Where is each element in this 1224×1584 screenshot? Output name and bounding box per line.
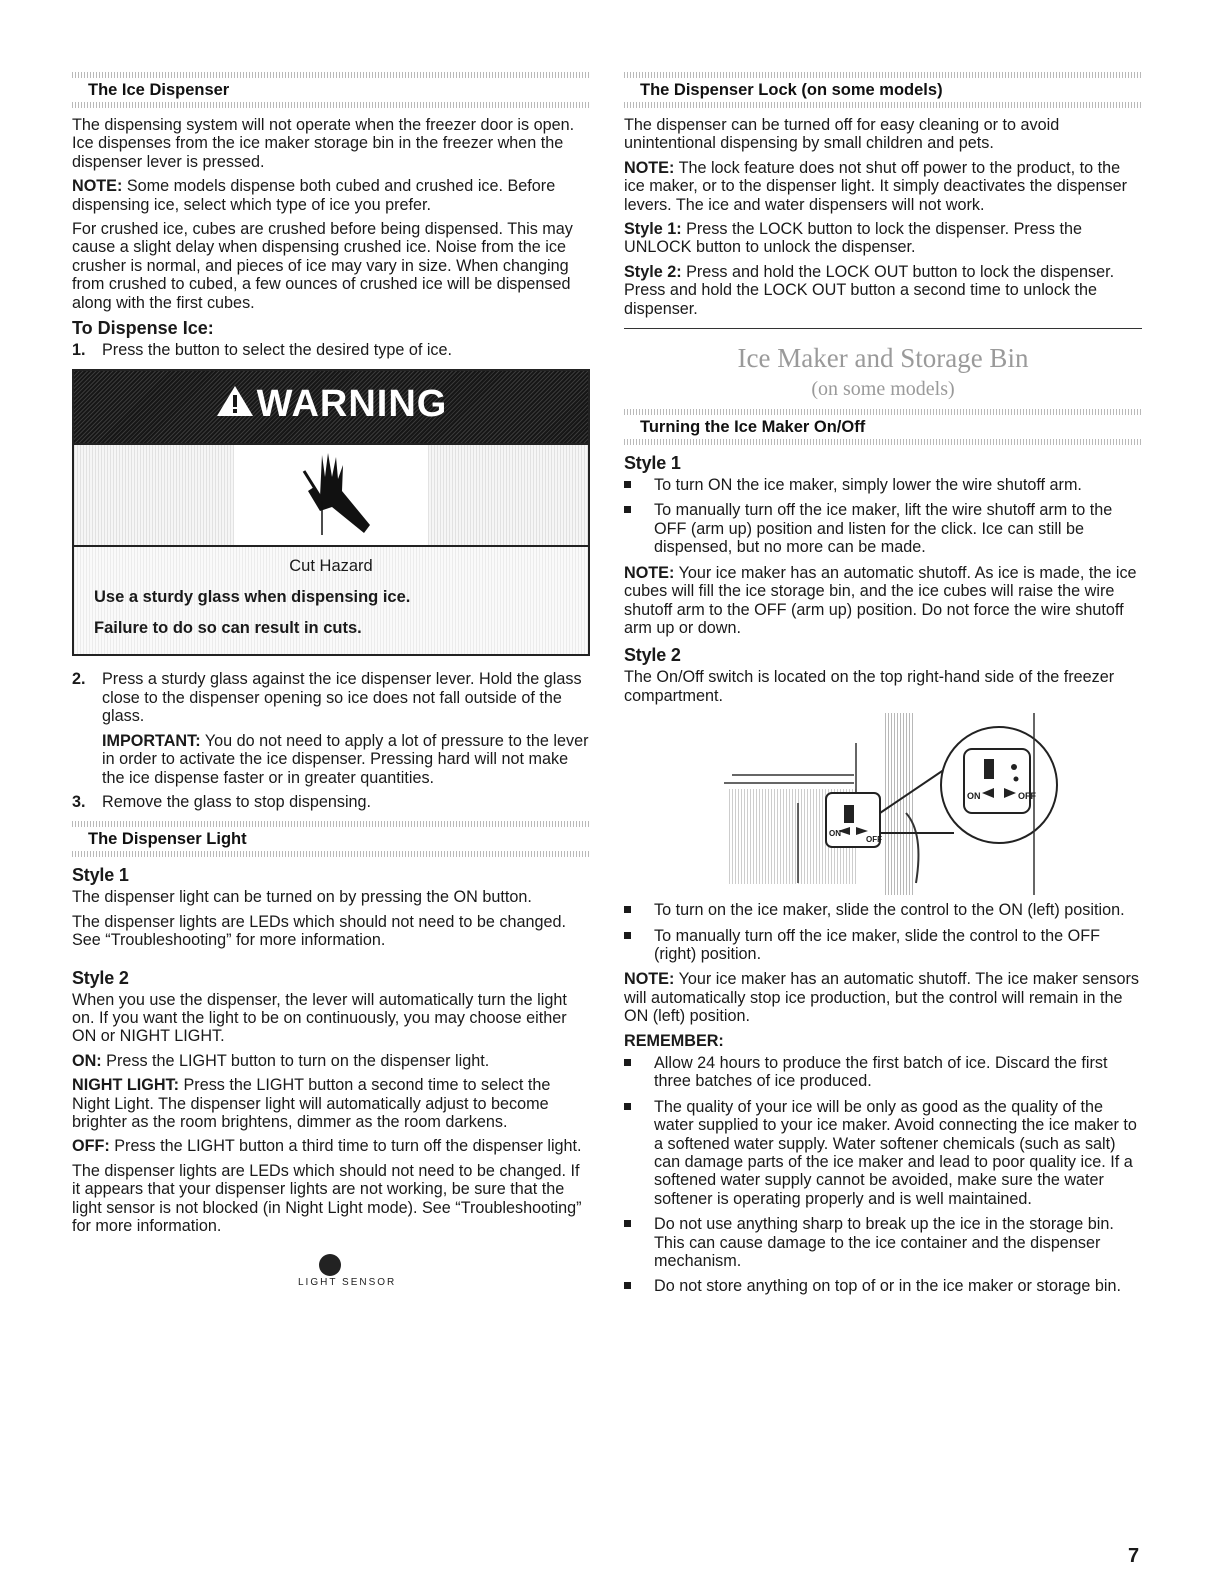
hazard-title: Cut Hazard [289, 557, 373, 576]
left-column [72, 72, 590, 1307]
off-label: OFF: [72, 1137, 110, 1156]
diagram-off-label: OFF [1018, 791, 1036, 802]
list-item-text: The quality of your ice will be only as good as the quality of the water supplied to your ice maker. Avoid connecting the ice maker to a softened water supply. Water softener chemicals (such as salt) can damage parts of the ice maker and lead to poor quality ice. If a softened water supply cannot be avoided, make sure the water softener is operating properly and is well maintained. [654, 1097, 1137, 1208]
list-item [624, 901, 1142, 919]
bullet-square-icon [624, 481, 631, 488]
style2-paragraph [624, 263, 1142, 318]
remember-heading: REMEMBER: [624, 1031, 724, 1050]
night-light-label: NIGHT LIGHT: [72, 1076, 180, 1095]
to-dispense-heading: To Dispense Ice: [72, 318, 214, 339]
dispense-steps-continued [72, 670, 590, 811]
off-text: Press the LIGHT button a third time to turn off the dispenser light. [109, 1137, 582, 1156]
ice-maker-title-block [624, 343, 1142, 401]
style-heading: Style 1 [624, 453, 681, 474]
chapter-subtitle: (on some models) [811, 378, 955, 401]
on-paragraph [72, 1052, 590, 1070]
section-header-ice-dispenser [72, 72, 590, 108]
paragraph: The dispenser can be turned off for easy cleaning or to avoid unintentional dispensing by small children and pets. [624, 116, 1060, 153]
step-number: 2. [72, 670, 86, 689]
step-text: Press the button to select the desired type of ice. [102, 341, 453, 360]
step-number: 3. [72, 792, 86, 811]
paragraph: The dispenser lights are LEDs which should not need to be changed. See “Troubleshooting” for more information. [72, 912, 567, 950]
divider [624, 328, 1142, 329]
bullet-square-icon [624, 1220, 631, 1227]
diagram-on-label-small: ON [829, 829, 841, 839]
list-item [624, 1277, 1142, 1295]
step-text: Remove the glass to stop dispensing. [102, 792, 372, 811]
note-paragraph [624, 970, 1142, 1025]
paragraph: The dispenser lights are LEDs which should not need to be changed. If it appears that your dispenser lights are not working, be sure that the light sensor is not blocked (in Night Light mode). See “Troubleshooting” for more information. [72, 1161, 582, 1235]
warning-box [72, 369, 590, 656]
note-label: NOTE: [624, 970, 675, 989]
bullet-square-icon [624, 1059, 631, 1066]
warning-symbol-panel [234, 445, 428, 545]
list-item-text: Allow 24 hours to produce the first batch of ice. Discard the first three batches of ice produced. [654, 1053, 1108, 1091]
section-header-ice-maker [624, 409, 1142, 445]
list-item [624, 501, 1142, 556]
warning-triangle-icon [215, 384, 255, 418]
style-label: Style 2: [624, 262, 682, 281]
diagram-off-label-small: OFF [866, 835, 882, 845]
note-label: NOTE: [72, 177, 123, 196]
bullet-square-icon [624, 1103, 631, 1110]
bullet-square-icon [624, 932, 631, 939]
warning-line: Failure to do so can result in cuts. [94, 619, 362, 638]
style-heading: Style 1 [72, 865, 129, 886]
dispense-steps [72, 341, 590, 359]
night-light-text: Press the LIGHT button a second time to select the Night Light. The dispenser light will automatically adjust to become brighter as the room brightens, dimmer as the room darkens. [72, 1076, 551, 1131]
warning-header [74, 371, 588, 443]
paragraph: When you use the dispenser, the lever will automatically turn the light on. If you want the light to be on continuously, you may choose either ON or NIGHT LIGHT. [72, 990, 567, 1046]
cut-hazard-icon [292, 451, 372, 541]
night-light-paragraph [72, 1076, 590, 1131]
note-text: The lock feature does not shut off power to the product, to the ice maker, or to the dispenser light. It simply deactivates the dispenser levers. The ice and water dispensers will not work. [624, 158, 1127, 214]
style-text: Press the LOCK button to lock the dispenser. Press the UNLOCK button to unlock the dispenser. [624, 220, 1082, 257]
warning-text-area [74, 547, 588, 654]
off-paragraph [72, 1137, 590, 1155]
step-item [72, 670, 590, 786]
style-heading: Style 2 [624, 645, 681, 666]
light-sensor-figure [72, 1247, 590, 1307]
list-item [624, 927, 1142, 964]
on-label: ON: [72, 1051, 102, 1070]
list-item-text: To manually turn off the ice maker, slide the control to the OFF (right) position. [654, 926, 1100, 963]
bullet-square-icon [624, 1282, 631, 1289]
bullet-square-icon [624, 906, 631, 913]
note-paragraph [72, 177, 590, 214]
list-item [624, 1054, 1142, 1091]
remember-list [624, 1054, 1142, 1296]
freezer-compartment-illustration [624, 713, 1142, 895]
chapter-title: Ice Maker and Storage Bin [737, 343, 1029, 374]
style-label: Style 1: [624, 220, 682, 239]
step-text: Press a sturdy glass against the ice dispenser lever. Hold the glass close to the dispenser opening so ice does not fall outside of the glass. [102, 670, 582, 726]
step-number: 1. [72, 341, 86, 360]
note-paragraph [624, 159, 1142, 214]
note-label: NOTE: [624, 563, 675, 582]
note-label: NOTE: [624, 158, 675, 177]
bullet-list [624, 476, 1142, 557]
important-note [102, 732, 590, 787]
bullet-square-icon [624, 506, 631, 513]
warning-line: Use a sturdy glass when dispensing ice. [94, 588, 411, 607]
style-text: Press and hold the LOCK OUT button to lock the dispenser. Press and hold the LOCK OUT button a second time to unlock the dispenser. [624, 262, 1115, 318]
list-item-text: Do not store anything on top of or in the ice maker or storage bin. [654, 1277, 1122, 1296]
section-header-dispenser-lock [624, 72, 1142, 108]
diagram-on-label: ON [967, 791, 981, 802]
paragraph: For crushed ice, cubes are crushed before being dispensed. This may cause a slight delay when dispensing crushed ice. Noise from the ice crusher is normal, and pieces of ice may vary in size. When changing from crushed to cubed, a few ounces of crushed ice will be dispensed along with the first cubes. [72, 220, 573, 312]
bullet-list [624, 901, 1142, 963]
list-item [624, 1215, 1142, 1270]
step-item [72, 793, 590, 811]
warning-title: WARNING [256, 383, 448, 426]
page-number: 7 [1128, 1545, 1140, 1567]
section-title: The Dispenser Light [88, 830, 247, 849]
warning-title-row [74, 383, 588, 426]
note-paragraph [624, 564, 1142, 638]
section-title: The Dispenser Lock (on some models) [640, 81, 943, 99]
list-item [624, 1098, 1142, 1208]
style1-paragraph [624, 220, 1142, 257]
note-text: Some models dispense both cubed and crushed ice. Before dispensing ice, select which type of ice you prefer. [72, 177, 556, 214]
on-text: Press the LIGHT button to turn on the dispenser light. [101, 1051, 490, 1070]
ice-maker-switch-diagram [624, 713, 1142, 895]
section-header-dispenser-light [72, 821, 590, 857]
warning-symbol-area [74, 443, 588, 547]
list-item [624, 476, 1142, 494]
step-item [72, 341, 590, 359]
paragraph: The On/Off switch is located on the top right-hand side of the freezer compartment. [624, 668, 1115, 705]
important-text: You do not need to apply a lot of pressure to the lever in order to activate the ice dispenser. Pressing hard will not make the ice dispense faster or in greater quantities. [102, 731, 589, 787]
section-title: Turning the Ice Maker On/Off [640, 418, 866, 437]
paragraph: The dispensing system will not operate when the freezer door is open. Ice dispenses from the ice maker storage bin in the freezer when the dispenser lever is pressed. [72, 116, 575, 171]
section-title: The Ice Dispenser [88, 81, 230, 99]
light-sensor-label: LIGHT SENSOR [298, 1277, 397, 1289]
list-item-text: To manually turn off the ice maker, lift the wire shutoff arm to the OFF (arm up) position and listen for the click. Ice can still be dispensed, but no more can be made. [654, 501, 1113, 557]
paragraph: The dispenser light can be turned on by pressing the ON button. [72, 888, 532, 907]
important-label: IMPORTANT: [102, 731, 201, 750]
list-item-text: To turn ON the ice maker, simply lower the wire shutoff arm. [654, 476, 1082, 495]
note-text: Your ice maker has an automatic shutoff. The ice maker sensors will automatically stop ice production, but the control will remain in the ON (left) position. [624, 970, 1139, 1026]
list-item-text: To turn on the ice maker, slide the control to the ON (left) position. [654, 901, 1125, 920]
list-item-text: Do not use anything sharp to break up the ice in the storage bin. This can cause damage to the ice container and the dispenser mechanism. [654, 1215, 1114, 1271]
right-column [624, 72, 1142, 1303]
note-text: Your ice maker has an automatic shutoff. As ice is made, the ice cubes will fill the ice storage bin, and the ice cubes will raise the wire shutoff arm to the OFF (arm up) position. Do not force the wire shutoff arm up or down. [624, 563, 1137, 637]
style-heading: Style 2 [72, 967, 129, 988]
